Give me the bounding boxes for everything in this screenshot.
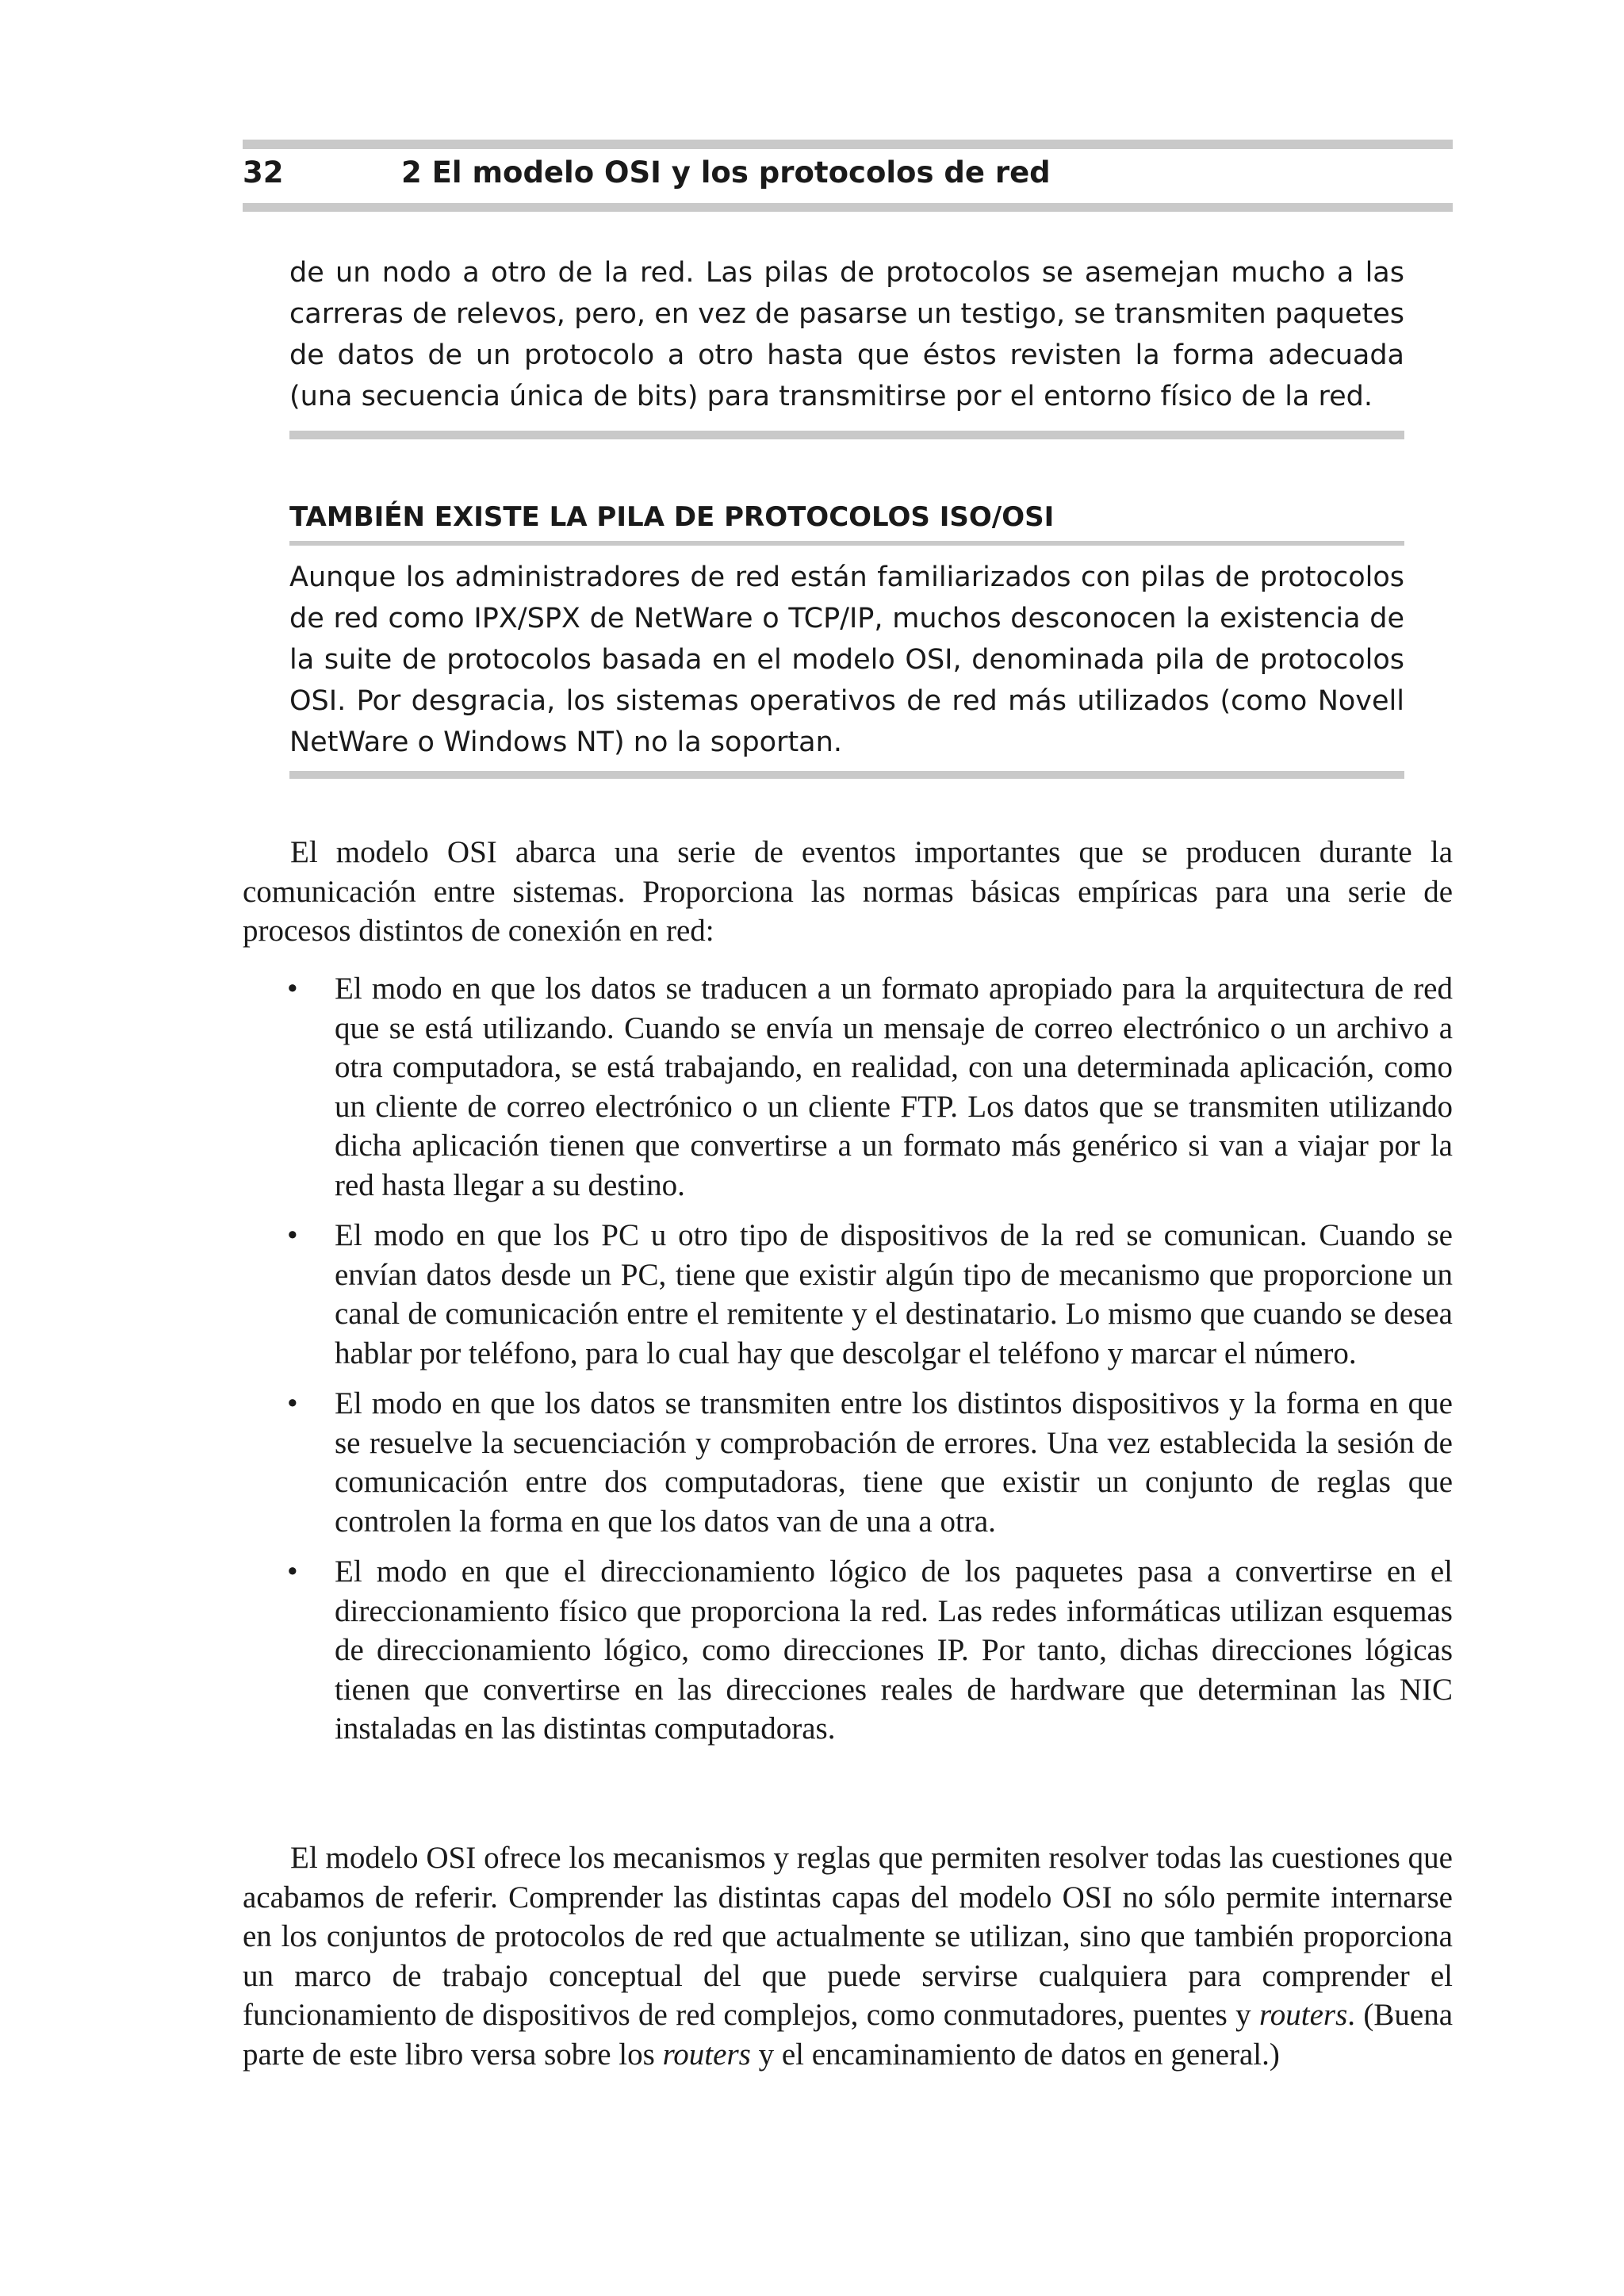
list-item	[287, 1384, 1453, 1541]
intro-separator-rule	[289, 431, 1404, 439]
bullet-marker: •	[287, 1554, 298, 1589]
body-paragraph: El modelo OSI abarca una serie de eventos importantes que se producen durante la comunicación entre sistemas. Proporciona las normas básicas empíricas para una serie de procesos distintos de conexión en red:	[243, 835, 1453, 948]
bullet-list	[287, 969, 1453, 1760]
bullet-marker: •	[287, 1386, 298, 1420]
list-item	[287, 969, 1453, 1205]
header-bottom-rule	[243, 203, 1453, 212]
closing-text-3: y el encaminamiento de datos en general.)	[750, 2037, 1280, 2072]
closing-italic-2: routers	[662, 2037, 751, 2072]
list-item	[287, 1216, 1453, 1373]
page-number: 32	[243, 155, 284, 190]
bullet-marker: •	[287, 972, 298, 1006]
closing-italic-1: routers	[1259, 1998, 1348, 2032]
closing-text-2: . (Buena parte de este libro versa sobre los	[243, 1998, 1453, 2072]
sidebar-body: Aunque los administradores de red están familiarizados con pilas de protocolos de red como IPX/SPX de NetWare o TCP/IP, muchos desconocen la existencia de la suite de protocolos basada en el modelo OSI, denominada pila de protocolos OSI. Por desgracia, los sistemas operativos de red más utilizados (como Novell NetWare o Windows NT) no la soportan.	[289, 562, 1404, 758]
sidebar-title: TAMBIÉN EXISTE LA PILA DE PROTOCOLOS ISO/OSI	[289, 501, 1055, 533]
list-item	[287, 1552, 1453, 1749]
running-header	[243, 144, 1453, 205]
closing-paragraph	[243, 1838, 1453, 2074]
bullet-marker: •	[287, 1218, 298, 1252]
chapter-title: 2 El modelo OSI y los protocolos de red	[401, 155, 1051, 190]
closing-text-1: El modelo OSI ofrece los mecanismos y reglas que permiten resolver todas las cuestiones que acabamos de referir. Comprender las distintas capas del modelo OSI no sólo permite internarse en los conjuntos de protocolos de red que actualmente se utilizan, sino que también proporciona un marco de trabajo conceptual del que puede servirse cualquiera para comprender el funcionamiento de dispositivos de red complejos, como conmutadores, puentes y	[243, 1841, 1453, 2032]
list-item-text: El modo en que los PC u otro tipo de dispositivos de la red se comunican. Cuando se envían datos desde un PC, tiene que existir algún tipo de mecanismo que proporcione un canal de comunicación entre el remitente y el destinatario. Lo mismo que cuando se desea hablar por teléfono, para lo cual hay que descolgar el teléfono y marcar el número.	[335, 1218, 1453, 1370]
intro-paragraph: de un nodo a otro de la red. Las pilas de protocolos se asemejan mucho a las carreras de relevos, pero, en vez de pasarse un testigo, se transmiten paquetes de datos de un protocolo a otro hasta que éstos revisten la forma adecuada (una secuencia única de bits) para transmitirse por el entorno físico de la red.	[289, 257, 1404, 412]
sidebar-bottom-rule	[289, 771, 1404, 779]
list-item-text: El modo en que los datos se traducen a un formato apropiado para la arquitectura de red que se está utilizando. Cuando se envía un mensaje de correo electrónico o un archivo a otra computadora, se está trabajando, en realidad, con una determinada aplicación, como un cliente de correo electrónico o un cliente FTP. Los datos que se transmiten utilizando dicha aplicación tienen que convertirse a un formato más genérico si van a viajar por la red hasta llegar a su destino.	[335, 972, 1453, 1202]
sidebar-title-rule	[289, 541, 1404, 546]
list-item-text: El modo en que el direccionamiento lógico de los paquetes pasa a convertirse en el direccionamiento físico que proporciona la red. Las redes informáticas utilizan esquemas de direccionamiento lógico, como direcciones IP. Por tanto, dichas direcciones lógicas tienen que convertirse en las direcciones reales de hardware que determinan las NIC instaladas en las distintas computadoras.	[335, 1554, 1453, 1746]
list-item-text: El modo en que los datos se transmiten entre los distintos dispositivos y la forma en que se resuelve la secuenciación y comprobación de errores. Una vez establecida la sesión de comunicación entre dos computadoras, tiene que existir un conjunto de reglas que controlen la forma en que los datos van de una a otra.	[335, 1386, 1453, 1539]
